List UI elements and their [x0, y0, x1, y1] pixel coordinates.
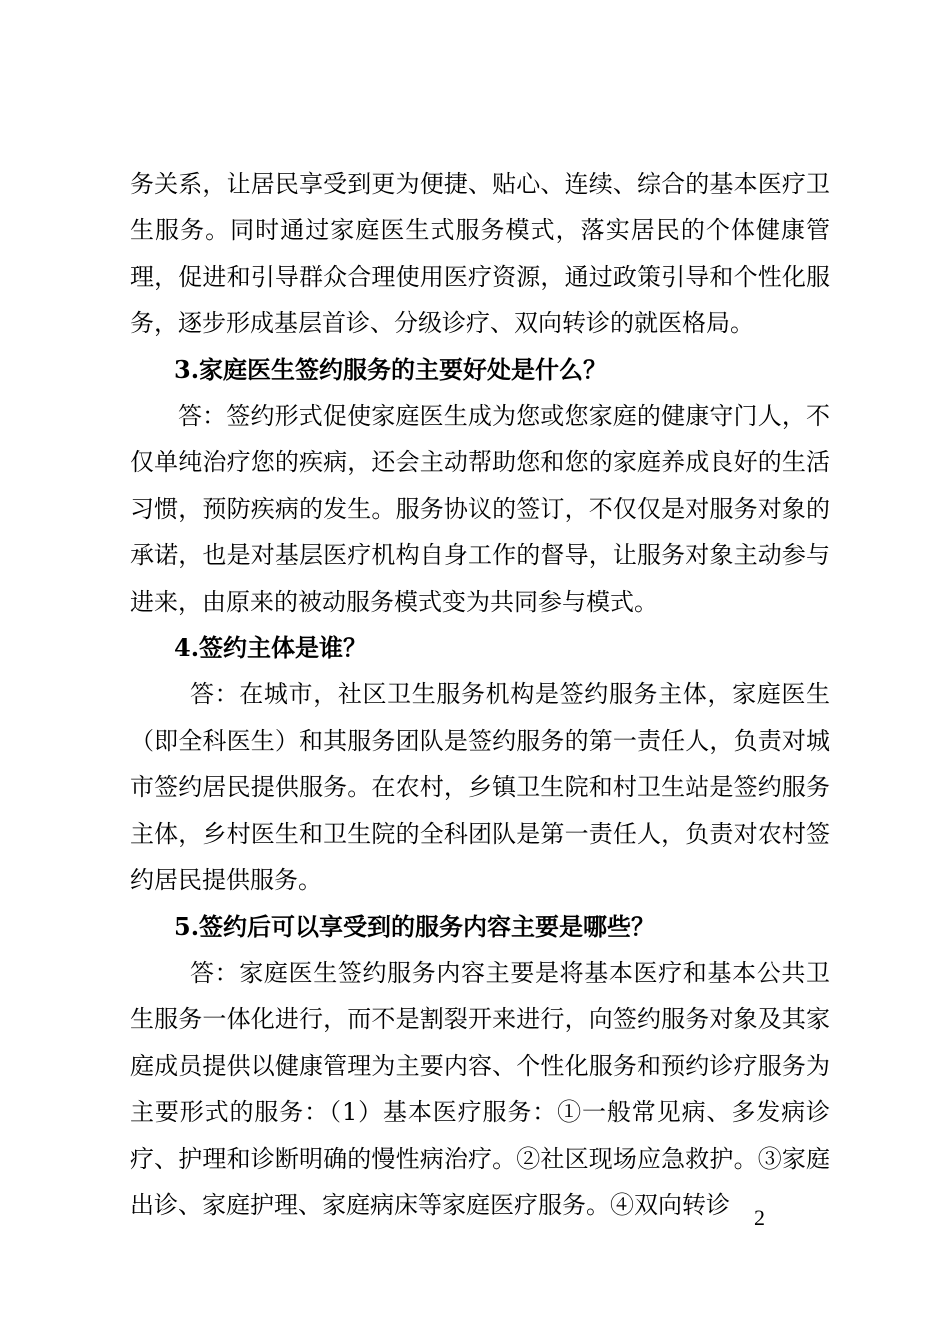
- answer-paragraph-3: 答：签约形式促使家庭医生成为您或您家庭的健康守门人，不仅单纯治疗您的疾病，还会主动帮助您和您的家庭养成良好的生活习惯，预防疾病的发生。服务协议的签订，不仅仅是对服务对象的承诺，也是对基层医疗机构自身工作的督导，让服务对象主动参与进来，由原来的被动服务模式变为共同参与模式。: [130, 402, 830, 616]
- page-number: 2: [754, 1205, 765, 1230]
- answer-paragraph-5: 答：家庭医生签约服务内容主要是将基本医疗和基本公共卫生服务一体化进行，而不是割裂开来进行，向签约服务对象及其家庭成员提供以健康管理为主要内容、个性化服务和预约诊疗服务为主要形式的服务：（1）基本医疗服务：①一般常见病、多发病诊疗、护理和诊断明确的慢性病治疗。②社区现场应急救护。③家庭出诊、家庭护理、家庭病床等家庭医疗服务。④双向转诊: [130, 958, 830, 1219]
- question-heading-4: 4.签约主体是谁？: [174, 633, 368, 663]
- document-body: [130, 161, 830, 1228]
- paragraph-continuation: 务关系，让居民享受到更为便捷、贴心、连续、综合的基本医疗卫生服务。同时通过家庭医生式服务模式，落实居民的个体健康管理，促进和引导群众合理使用医疗资源，通过政策引导和个性化服务，逐步形成基层首诊、分级诊疗、双向转诊的就医格局。: [130, 170, 830, 338]
- answer-paragraph-4: 答：在城市，社区卫生服务机构是签约服务主体，家庭医生（即全科医生）和其服务团队是签约服务的第一责任人，负责对城市签约居民提供服务。在农村，乡镇卫生院和村卫生站是签约服务主体，乡村医生和卫生院的全科团队是第一责任人，负责对农村签约居民提供服务。: [130, 680, 830, 895]
- question-heading-3: 3.家庭医生签约服务的主要好处是什么？: [174, 354, 608, 384]
- question-heading-5: 5.签约后可以享受到的服务内容主要是哪些？: [174, 911, 656, 941]
